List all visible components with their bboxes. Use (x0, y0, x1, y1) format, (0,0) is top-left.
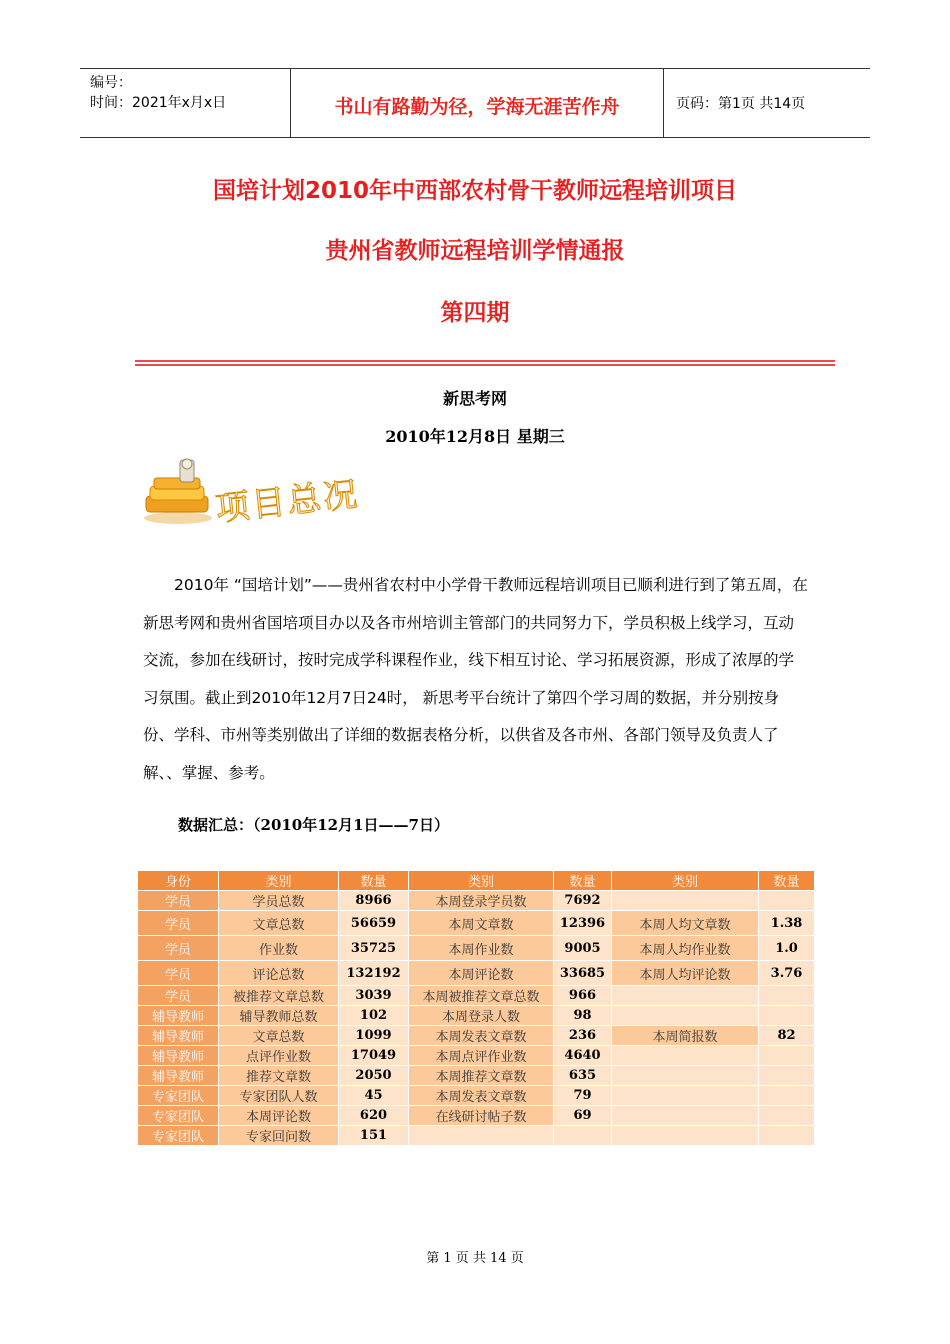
category-cell: 本周推荐文章数 (409, 1066, 554, 1086)
category-cell: 本周作业数 (409, 936, 554, 961)
category-cell (612, 1106, 759, 1126)
category-cell: 专家团队人数 (219, 1086, 339, 1106)
category-cell: 文章总数 (219, 1026, 339, 1046)
value-cell: 635 (554, 1066, 612, 1086)
value-cell: 82 (759, 1026, 815, 1046)
value-cell: 79 (554, 1086, 612, 1106)
category-cell (612, 891, 759, 911)
value-cell: 966 (554, 986, 612, 1006)
section-logo (140, 458, 380, 533)
category-cell (612, 1006, 759, 1026)
table-row (138, 1026, 815, 1046)
category-cell: 本周人均作业数 (612, 936, 759, 961)
value-cell: 69 (554, 1106, 612, 1126)
value-cell (759, 1126, 815, 1146)
value-cell (759, 1106, 815, 1126)
title-line-1: 国培计划2010年中西部农村骨干教师远程培训项目 (212, 178, 737, 204)
category-cell: 本周发表文章数 (409, 1086, 554, 1106)
value-cell: 12396 (554, 911, 612, 936)
role-cell: 学员 (138, 961, 219, 986)
value-cell: 2050 (339, 1066, 409, 1086)
category-cell: 本周人均评论数 (612, 961, 759, 986)
table-header-cell: 类别 (612, 871, 759, 891)
date-line: 2010年12月8日 星期三 (385, 427, 565, 446)
table-header-cell: 数量 (339, 871, 409, 891)
table-row (138, 1006, 815, 1026)
value-cell: 8966 (339, 891, 409, 911)
table-row (138, 986, 815, 1006)
table-row (138, 1046, 815, 1066)
table-row (138, 1126, 815, 1146)
category-cell (409, 1126, 554, 1146)
value-cell: 236 (554, 1026, 612, 1046)
role-cell: 学员 (138, 911, 219, 936)
category-cell: 文章总数 (219, 911, 339, 936)
header-meta (80, 69, 291, 137)
table-row (138, 891, 815, 911)
category-cell: 推荐文章数 (219, 1066, 339, 1086)
table-row (138, 936, 815, 961)
value-cell: 151 (339, 1126, 409, 1146)
table-header-cell: 类别 (409, 871, 554, 891)
data-table (137, 870, 815, 1146)
table-header-cell: 身份 (138, 871, 219, 891)
category-cell: 本周人均文章数 (612, 911, 759, 936)
category-cell: 本周评论数 (219, 1106, 339, 1126)
title-line-3: 第四期 (440, 300, 510, 326)
category-cell: 本周发表文章数 (409, 1026, 554, 1046)
value-cell: 33685 (554, 961, 612, 986)
value-cell (759, 891, 815, 911)
category-cell: 本周简报数 (612, 1026, 759, 1046)
value-cell (759, 1006, 815, 1026)
role-cell: 学员 (138, 986, 219, 1006)
value-cell: 1.0 (759, 936, 815, 961)
role-cell: 辅导教师 (138, 1006, 219, 1026)
header-motto: 书山有路勤为径，学海无涯苦作舟 (291, 69, 664, 137)
category-cell: 专家回问数 (219, 1126, 339, 1146)
category-cell: 辅导教师总数 (219, 1006, 339, 1026)
value-cell: 1099 (339, 1026, 409, 1046)
category-cell: 本周文章数 (409, 911, 554, 936)
source-line: 新思考网 (442, 389, 507, 408)
intro-text: 2010年 “国培计划”——贵州省农村中小学骨干教师远程培训项目已顺利进行到了第五周，在新思考网和贵州省国培项目办以及各市州培训主管部门的共同努力下，学员积极上线学习，互动交流，参加在线研讨，按时完成学科课程作业，线下相互讨论、学习拓展资源，形成了浓厚的学习氛围。截止到2010年12月7日24时， 新思考平台统计了第四个学习周的数据，并分别按身份、学科、市州等类别做出了详细的数据表格分析，以供省及各市州、各部门领导及负责人了解、、掌握、参考。 (143, 576, 808, 782)
value-cell: 35725 (339, 936, 409, 961)
category-cell (612, 1086, 759, 1106)
value-cell: 45 (339, 1086, 409, 1106)
table-row (138, 1066, 815, 1086)
time-label: 时间：2021年x月x日 (90, 95, 227, 111)
value-cell (759, 1046, 815, 1066)
category-cell: 本周登录学员数 (409, 891, 554, 911)
section-logo-text: 项目总况 (213, 474, 362, 530)
value-cell (759, 1086, 815, 1106)
value-cell: 4640 (554, 1046, 612, 1066)
title-line-2: 贵州省教师远程培训学情通报 (325, 238, 625, 264)
category-cell (612, 1046, 759, 1066)
category-cell: 作业数 (219, 936, 339, 961)
category-cell: 评论总数 (219, 961, 339, 986)
role-cell: 专家团队 (138, 1086, 219, 1106)
role-cell: 辅导教师 (138, 1066, 219, 1086)
role-cell: 学员 (138, 936, 219, 961)
role-cell: 专家团队 (138, 1106, 219, 1126)
category-cell: 本周评论数 (409, 961, 554, 986)
header-page-info: 页码：第1页 共14页 (676, 96, 806, 112)
category-cell (612, 1126, 759, 1146)
category-cell: 本周登录人数 (409, 1006, 554, 1026)
table-row (138, 961, 815, 986)
header-table (80, 68, 870, 138)
value-cell: 1.38 (759, 911, 815, 936)
role-cell: 辅导教师 (138, 1026, 219, 1046)
value-cell: 7692 (554, 891, 612, 911)
category-cell: 被推荐文章总数 (219, 986, 339, 1006)
value-cell (759, 1066, 815, 1086)
category-cell: 本周点评作业数 (409, 1046, 554, 1066)
category-cell (612, 986, 759, 1006)
intro-paragraph (143, 567, 808, 792)
value-cell: 3.76 (759, 961, 815, 986)
number-label: 编号： (90, 75, 132, 91)
table-header-cell: 数量 (554, 871, 612, 891)
table-row (138, 1106, 815, 1126)
table-header-cell: 数量 (759, 871, 815, 891)
value-cell: 132192 (339, 961, 409, 986)
value-cell: 9005 (554, 936, 612, 961)
table-row (138, 1086, 815, 1106)
role-cell: 学员 (138, 891, 219, 911)
value-cell: 3039 (339, 986, 409, 1006)
value-cell: 17049 (339, 1046, 409, 1066)
category-cell: 本周被推荐文章总数 (409, 986, 554, 1006)
category-cell (612, 1066, 759, 1086)
value-cell: 56659 (339, 911, 409, 936)
table-row (138, 911, 815, 936)
value-cell (554, 1126, 612, 1146)
value-cell (759, 986, 815, 1006)
value-cell: 620 (339, 1106, 409, 1126)
category-cell: 学员总数 (219, 891, 339, 911)
divider-bottom (135, 364, 835, 366)
books-icon (140, 458, 220, 528)
value-cell: 98 (554, 1006, 612, 1026)
category-cell: 在线研讨帖子数 (409, 1106, 554, 1126)
divider-top (135, 360, 835, 362)
table-header-cell: 类别 (219, 871, 339, 891)
role-cell: 辅导教师 (138, 1046, 219, 1066)
role-cell: 专家团队 (138, 1126, 219, 1146)
page-footer: 第 1 页 共 14 页 (426, 1251, 524, 1266)
table-header-row (138, 871, 815, 891)
summary-label: 数据汇总：（2010年12月1日——7日） (178, 816, 449, 834)
value-cell: 102 (339, 1006, 409, 1026)
category-cell: 点评作业数 (219, 1046, 339, 1066)
